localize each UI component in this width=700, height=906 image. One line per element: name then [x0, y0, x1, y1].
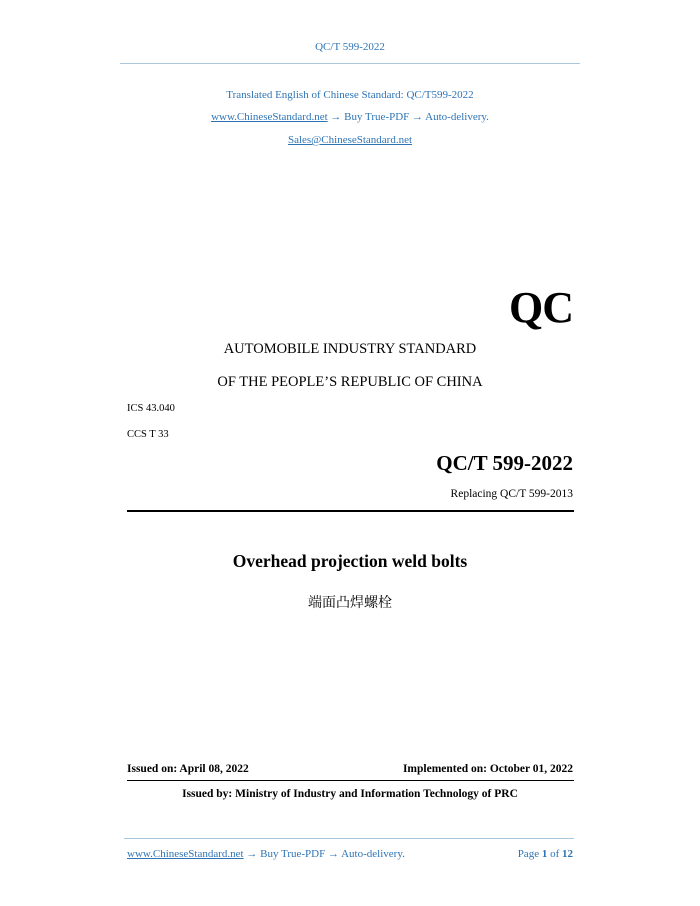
- replacing-note: Replacing QC/T 599-2013: [450, 488, 573, 500]
- issued-date: Issued on: April 08, 2022: [127, 763, 249, 775]
- issued-by: Issued by: Ministry of Industry and Information Technology of PRC: [182, 788, 518, 800]
- title-chinese: 端面凸焊螺栓: [308, 595, 392, 611]
- email-link[interactable]: Sales@ChineseStandard.net: [287, 134, 413, 146]
- ics-code: ICS 43.040: [127, 403, 175, 414]
- translation-line: Translated English of Chinese Standard: QC/T599-2022: [226, 89, 474, 101]
- page-total: 12: [562, 848, 573, 860]
- title-english: Overhead projection weld bolts: [232, 551, 468, 571]
- header-doc-code: QC/T 599-2022: [315, 41, 385, 53]
- dates-divider: [127, 780, 574, 781]
- title-divider: [127, 510, 574, 512]
- page-number: [518, 848, 573, 860]
- purchase-line: [0, 111, 700, 123]
- ccs-code: CCS T 33: [127, 429, 169, 440]
- standard-number: QC/T 599-2022: [436, 451, 573, 475]
- footer-site-link[interactable]: www.ChineseStandard.net: [127, 848, 244, 860]
- footer-divider: [124, 838, 574, 839]
- organization-line-1: AUTOMOBILE INDUSTRY STANDARD: [223, 341, 477, 357]
- qc-logo: QC: [509, 283, 573, 332]
- organization-line-2: OF THE PEOPLE’S REPUBLIC OF CHINA: [217, 374, 483, 390]
- implemented-date: Implemented on: October 01, 2022: [402, 763, 573, 775]
- header-divider: [120, 63, 580, 64]
- page-current: 1: [541, 848, 548, 860]
- email-line: [0, 134, 700, 146]
- footer-purchase-line: [127, 848, 405, 860]
- of-word: of: [550, 848, 560, 860]
- page-word: Page: [517, 848, 540, 860]
- footer-buy-text: → Buy True-PDF → Auto-delivery.: [246, 848, 405, 860]
- buy-text: → Buy True-PDF → Auto-delivery.: [330, 111, 489, 123]
- site-link[interactable]: www.ChineseStandard.net: [211, 111, 328, 123]
